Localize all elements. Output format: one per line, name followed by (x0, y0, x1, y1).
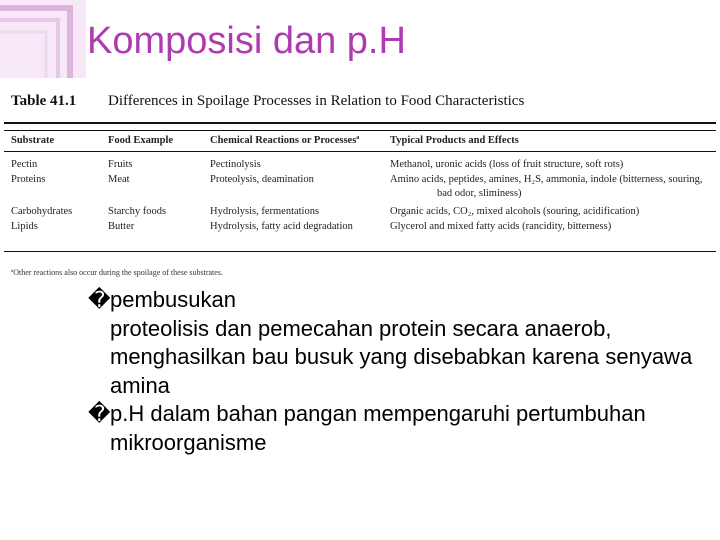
bullet-pembusukan (88, 286, 708, 400)
header-food-example: Food Example (108, 135, 174, 146)
row-pectin-food: Fruits (108, 159, 133, 170)
header-substrate: Substrate (11, 135, 55, 146)
row-proteins-substrate: Proteins (11, 174, 46, 185)
row-carbohydrates-substrate: Carbohydrates (11, 206, 73, 217)
row-carbohydrates-food: Starchy foods (108, 206, 167, 217)
row-carbohydrates-reaction: Hydrolysis, fermentations (210, 206, 320, 217)
header-typical-products: Typical Products and Effects (390, 135, 519, 146)
header-chemical-reactions: Chemical Reactions or Processesª (210, 135, 360, 146)
table-number: Table 41.1 (11, 93, 77, 109)
bullet-glyph-icon: � (88, 287, 111, 312)
table-caption: Differences in Spoilage Processes in Relation to Food Characteristics (108, 93, 525, 109)
slide-title: Komposisi dan p.H (87, 20, 406, 62)
bullet-text: p.H dalam bahan pangan mempengaruhi pertumbuhan mikroorganisme (110, 401, 646, 455)
row-lipids-substrate: Lipids (11, 221, 38, 232)
table-bottom-rule (4, 251, 716, 252)
bullet-label: pembusukan (110, 287, 236, 312)
row-proteins-products: Amino acids, peptides, amines, H₂S, ammonia, indole (bitterness, souring, (390, 174, 703, 185)
row-pectin-products: Methanol, uronic acids (loss of fruit structure, soft rots) (390, 159, 624, 170)
row-lipids-products: Glycerol and mixed fatty acids (rancidity, bitterness) (390, 221, 612, 232)
row-pectin-substrate: Pectin (11, 159, 38, 170)
row-proteins-food: Meat (108, 174, 130, 185)
bullet-glyph-icon: � (88, 401, 111, 426)
bullet-text: proteolisis dan pemecahan protein secara anaerob, menghasilkan bau busuk yang disebabkan karena senyawa amina (110, 315, 693, 398)
row-proteins-reaction: Proteolysis, deamination (210, 174, 314, 185)
row-pectin-reaction: Pectinolysis (210, 159, 261, 170)
table-header-rule (4, 151, 716, 152)
row-lipids-reaction: Hydrolysis, fatty acid degradation (210, 221, 353, 232)
bullet-list (88, 286, 708, 457)
row-proteins-products-cont: bad odor, sliminess) (437, 188, 522, 199)
table-top-rule-2 (4, 130, 716, 131)
table-footnote: ªOther reactions also occur during the spoilage of these substrates. (11, 268, 223, 277)
spoilage-table (0, 78, 720, 284)
table-top-rule (4, 122, 716, 124)
row-carbohydrates-products: Organic acids, CO₂, mixed alcohols (souring, acidification) (390, 206, 640, 217)
bullet-ph (88, 400, 708, 457)
corner-decoration (0, 0, 86, 78)
row-lipids-food: Butter (108, 221, 135, 232)
